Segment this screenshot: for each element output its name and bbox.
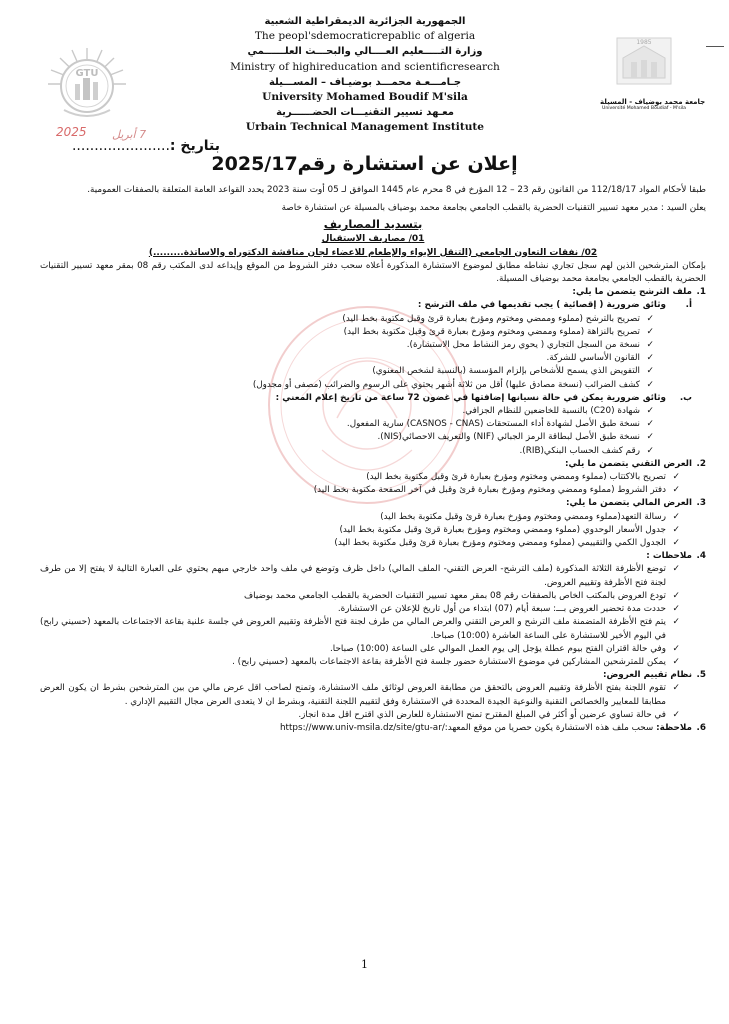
financial-offer-list [40,511,706,551]
list-item: ✓ نسخة طبق الأصل لشهادة أداء المستحقات (CASNOS - CNAS) سارية المفعول. [40,418,654,431]
list-item: ✓ الجدول الكمي والتقييمي (مملوء وممضي ومختوم ومؤرخ بعبارة قرئ وقبل مكتوبة بخط اليد) [40,537,680,550]
section-heading-1 [40,286,706,299]
supplementary-documents-list [40,405,706,458]
list-item: ✓ دفتر الشروط (مملوء وممضي ومختوم ومؤرخ بعبارة قرئ وقبل في آخر الصفحة مكتوبة بخط اليد) [40,484,680,497]
list-item: ✓ تصريح بالنزاهة (مملوء وممضي ومختوم ومؤرخ بعبارة قرئ وقبل مكتوبة بخط اليد) [40,326,654,339]
section-heading-5 [40,669,706,682]
section-title: ملاحظات : [646,551,692,562]
date-line [50,138,220,154]
republic-name-en: The peopl'sdemocraticrepablic of algeria [254,30,476,43]
university-logo [600,30,706,124]
subsection-title: وثائق ضرورية ( إقصائية ) يجب تقديمها في ملف الترشح : [417,300,666,311]
date-dots: ...................... [71,138,170,154]
list-item: ✓ تصريح بالترشح (مملوء وممضي ومختوم ومؤرخ بعبارة قرئ وقبل مكتوبة بخط اليد) [40,313,654,326]
subsection-number: ب. [679,392,692,403]
section-number: 1. [696,287,706,298]
section-title: نظام تقييم العروض: [602,670,692,681]
university-name-ar: جـامـــعـة محمـــد بوضيـاف – المســـيلة [268,76,462,88]
list-item: ✓ نسخة من السجل التجاري ( يحوي رمز النشاط محل الاستشارة). [40,339,654,352]
ministry-name-ar: وزارة التـــــعليم العــــالي والبحـــث العلــــــمي [247,46,483,58]
notes-list [40,563,706,669]
section-heading-6 [40,722,706,735]
list-item: ✓ التفويض الذي يسمح للأشخاص بإلزام المؤسسة (بالنسبة لشخص المعنوي) [40,365,654,378]
list-item: ✓ يمكن للمترشحين المشاركين في موضوع الاستشارة حضور جلسة فتح الأظرفة بقاعة الاجتماعات بالمعهد (حسيني رابح) . [40,656,680,669]
section-title: ملف الترشح يتضمن ما يلي: [572,287,692,298]
date-label: بتاريخ : [169,138,220,154]
republic-name-ar: الجمهورية الجزائرية الديمقراطية الشعبية [264,16,466,27]
logo-text: GTU [75,68,99,79]
subject-title: بتسديد المصاريف [323,217,423,232]
technical-offer-list [40,471,706,497]
list-item: ✓ يتم فتح الأظرفة المتضمنة ملف الترشح و العرض التقني والعرض المالي من طرف لجنة فتح الأظرفة وتقييم العروض في جلسة علنية بقاعة الاجتماعات بالمعهد (حسيني رابح) في اليوم الأخير للاستشارة على الساعة العاشرة (10:00) صباحا. [40,616,680,642]
section-heading-4 [40,550,706,563]
logo-year: 1985 [636,39,652,46]
page-number: 1 [361,958,368,971]
institute-website-link[interactable]: https://www.univ-msila.dz/site/gtu-ar/ [279,722,445,733]
evaluation-list [40,682,706,722]
note-label: ملاحظة: [656,722,692,733]
list-item: ✓ رسالة التعهد(مملوء وممضي ومختوم ومؤرخ بعبارة قرئ وقبل مكتوبة بخط اليد) [40,511,680,524]
institute-logo [44,44,130,122]
institute-name-en: Urbain Technical Management Institute [245,121,485,134]
invitation-paragraph: بإمكان المترشحين الذين لهم سجل تجاري نشاطه مطابق لموضوع الاستشارة المذكورة أعلاه سحب دفتر الشروط من الموقع وإيداعه لدى المكتب رقم 08 بمقر معهد تسيير التقنيات الحضرية بالقطب الجامعي بجامعة محمد بوضياف المسيلة. [40,260,706,285]
subsection-number: أ. [685,300,692,311]
list-item: ✓ كشف الضرائب (نسخة مصادق عليها) أقل من ثلاثة أشهر يحتوي على الرسوم والضرائب (مصفى أو مجدول) [40,379,654,392]
section-number: 4. [696,551,706,562]
legal-basis: طبقا لأحكام المواد 112/18/17 من القانون رقم 23 – 12 المؤرخ في 8 محرم عام 1445 الموافق لـ 05 أوت سنة 2023 يحدد القواعد العامة المتعلقة بالصفقات العمومية. [87,185,706,195]
section-number: 2. [696,458,706,469]
document-body [40,184,706,735]
ministry-name-en: Ministry of highireducation and scientificresearch [230,60,500,73]
list-item: ✓ تودع العروض بالمكتب الخاص بالصفقات رقم 08 بمقر معهد تسيير التقنيات الحضرية بالقطب الجامعي محمد بوضياف [40,590,680,603]
list-item: ✓ توضع الأظرفة الثلاثة المذكورة (ملف الترشح- العرض التقني- الملف المالي) داخل ظرف وتوضع في ملف واحد خارجي مبهم يحتوي على العبارة التالية لا يفتح إلا من طرف لجنة فتح الأظرفة وتقييم العروض. [40,563,680,589]
list-item: ✓ شهادة (C20) بالنسبة للخاضعين للنظام الجزافي. [40,405,654,418]
list-item: ✓ تقوم اللجنة بفتح الأظرفة وتقييم العروض بالتحقق من مطابقة العروض لوثائق ملف الاستشارة، وتمنح لصاحب اقل عرض مالي من بين المترشحين بشرط ان يكون العرض مطابقا للمعايير والخصائص التقنية والنوعية الجيدة المحددة في الاستشارة وفق لتقييم اللجنة التقنية، وبشرط ان لا يتعدى العرض مجال التقييم الإداري . [40,682,680,708]
section-number: 5. [696,670,706,681]
list-item: ✓ تصريح بالاكتتاب (مملوء وممضي ومختوم ومؤرخ بعبارة قرئ وقبل مكتوبة بخط اليد) [40,471,680,484]
university-name-en: University Mohamed Boudif M'sila [262,91,468,104]
mandatory-documents-list [40,313,706,392]
list-item: ✓ في حالة تساوي عرضين أو أكثر في المبلغ المقترح تمنح الاستشارة للعارض الذي اقترح اقل مدة انجاز. [40,709,680,722]
section-heading-2 [40,458,706,471]
handwritten-day: 7 أبريل [112,128,147,141]
section-number: 3. [696,498,706,509]
announcement-title: إعلان عن استشارة رقم2025/17 [211,153,518,175]
list-item: ✓ حددت مدة تحضير العروض بـــ: سبعة أيام (07) ابتداء من أول تاريخ للإعلان عن الاستشارة. [40,603,680,616]
subject-item-2: 02/ نفقات التعاون الجامعي (التنقل الإيواء والإطعام للاعضاء لجان مناقشة الدكتوراه والاساتذة.........) [148,247,598,258]
corner-mark [706,46,724,51]
section-number: 6. [696,722,706,733]
list-item: ✓ رقم كشف الحساب البنكي(RIB). [40,445,654,458]
handwritten-year: 2025 [56,125,87,139]
subsection-title: وثائق ضرورية يمكن في حالة نسيانها إضافتها في غضون 72 ساعة من تاريخ إعلام المعني : [275,392,666,403]
letterhead [200,14,530,136]
section-title: العرض التقني يتضمن ما يلي: [564,458,692,469]
university-logo-caption-en: Université Mohamed Boudiaf - M'sila [602,106,686,111]
subsection-heading-b [40,392,706,405]
list-item: ✓ جدول الأسعار الوحدوي (مملوء وممضي ومختوم ومؤرخ بعبارة قرئ وقبل مكتوبة بخط اليد) [40,524,680,537]
list-item: ✓ وفي حالة اقتران الفتح بيوم عطلة يؤجل إلى يوم العمل الموالي على الساعة (10:00) صباحا. [40,643,680,656]
list-item: ✓ نسخة طبق الأصل لبطاقة الرمز الجبائي (NIF) والتعريف الاحصائي(NIS). [40,431,654,444]
section-heading-3 [40,497,706,510]
announcer-line: يعلن السيد : مدير معهد تسيير التقنيات الحضرية بالقطب الجامعي بجامعة محمد بوضياف بالمسيلة عن استشارة خاصة [281,203,706,214]
section-title: العرض المالي يتضمن ما يلي: [566,498,692,509]
subject-item-1: 01/ مصاريف الاستقبال [321,234,425,245]
subsection-heading-a [40,299,706,312]
institute-name-ar: معـهد تسيير التقنيـــات الحضــــــرية [276,107,454,119]
university-logo-caption-ar: جامعة محمد بوضياف - المسيلة [600,98,706,106]
note-text: سحب ملف هذه الاستشارة يكون حصريا من موقع المعهد: [444,722,654,733]
list-item: ✓ القانون الأساسي للشركة. [40,352,654,365]
